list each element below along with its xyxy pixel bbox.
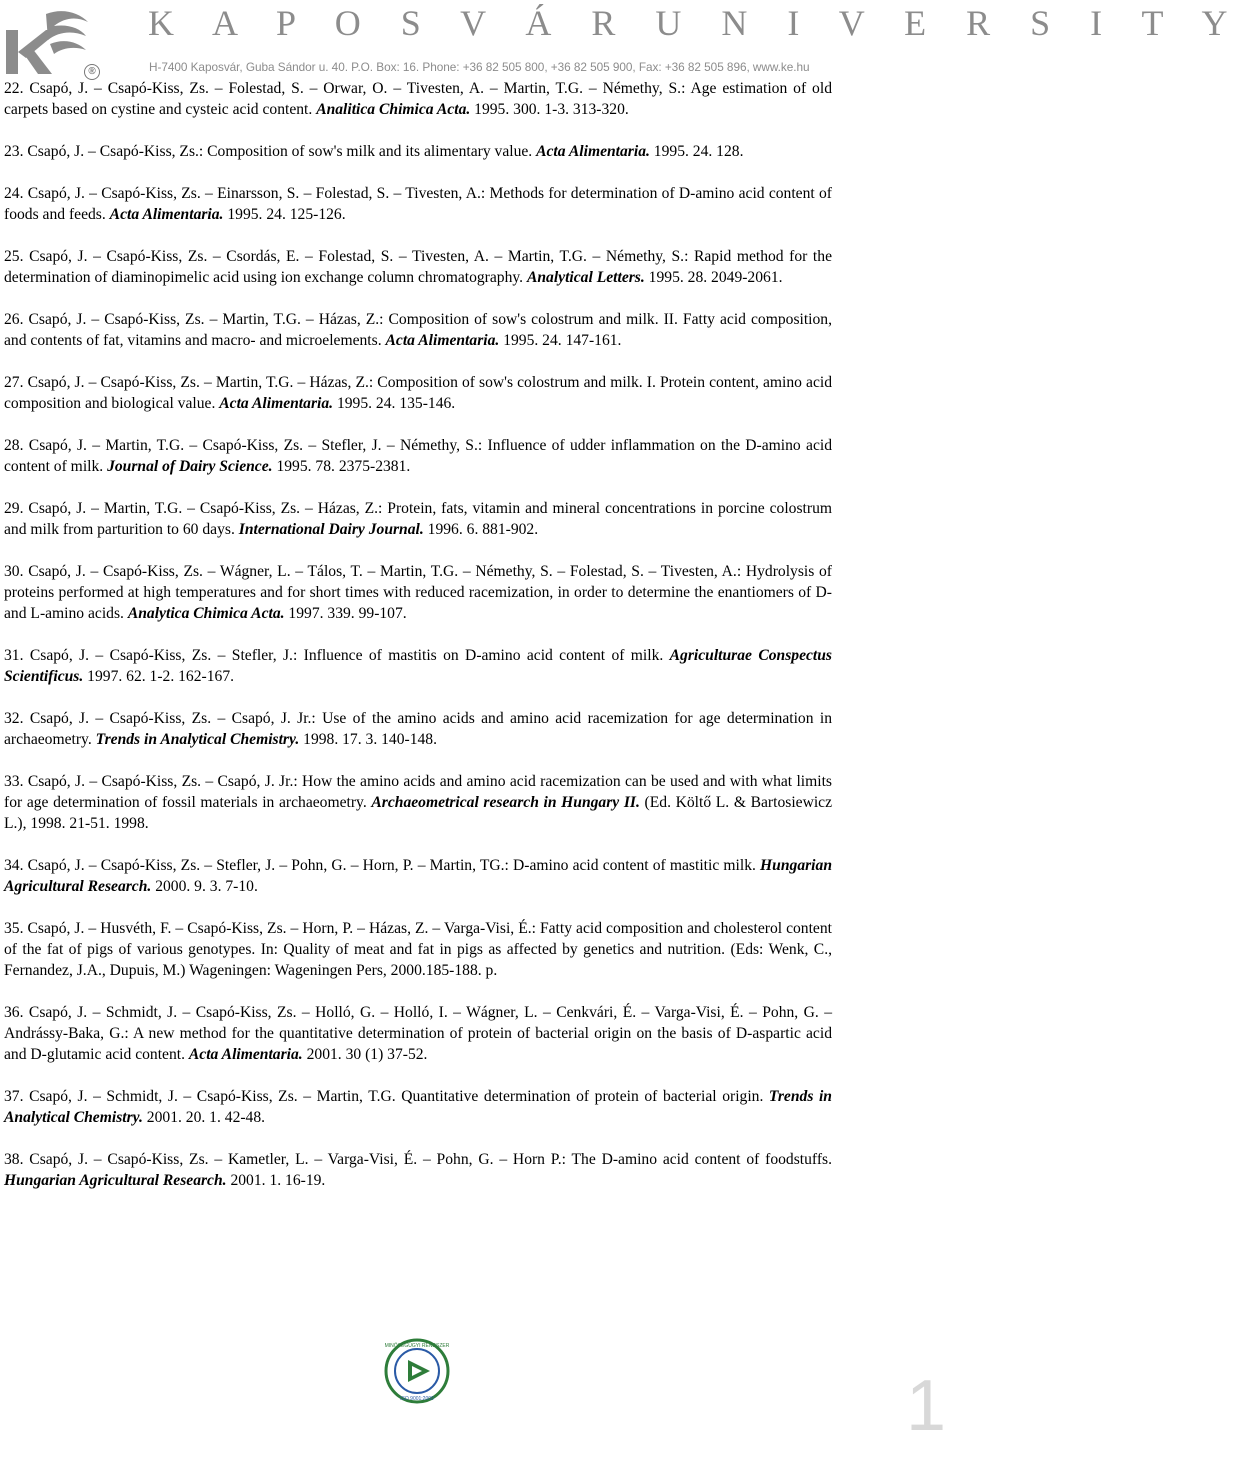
seal-sub: ISO 9001:2000: [400, 1396, 434, 1402]
reference-details: 1996. 6. 881-902.: [423, 521, 539, 538]
reference-journal: International Dairy Journal.: [238, 521, 424, 538]
reference-item: [4, 708, 832, 750]
reference-journal: Acta Alimentaria.: [109, 206, 224, 223]
reference-text: 34. Csapó, J. ‒ Csapó-Kiss, Zs. ‒ Stefler, J. ‒ Pohn, G. ‒ Horn, P. ‒ Martin, TG.: D-amino acid content of mastitic milk.: [4, 857, 761, 874]
reference-item: [4, 309, 832, 351]
reference-details: 1995. 24. 135-146.: [333, 395, 456, 412]
reference-text: 33. Csapó, J. ‒ Csapó-Kiss, Zs. ‒ Csapó, J. Jr.: How the amino acids and amino acid racemization can be used and with what limits for age determination of fossil materials in archaeometry.: [4, 773, 832, 811]
reference-journal: Analytica Chimica Acta.: [127, 605, 285, 622]
reference-journal: Analytical Letters.: [526, 269, 645, 286]
reference-text: 24. Csapó, J. ‒ Csapó-Kiss, Zs. ‒ Einarsson, S. ‒ Folestad, S. ‒ Tivesten, A.: Methods for determination of D-amino acid content of foods and feeds.: [4, 185, 832, 223]
reference-details: 1995. 24. 128.: [649, 143, 744, 160]
reference-journal: Journal of Dairy Science.: [107, 458, 273, 475]
reference-item: [4, 372, 832, 414]
reference-details: 1995. 24. 147-161.: [499, 332, 622, 349]
reference-details: (Ed. Költő L. & Bartosiewicz L.), 1998. 21-51. 1998.: [4, 794, 833, 832]
iso-certification-seal: [384, 1338, 450, 1404]
reference-text: 29. Csapó, J. ‒ Martin, T.G. ‒ Csapó-Kiss, Zs. ‒ Házas, Z.: Protein, fats, vitamin and mineral concentrations in porcine colostrum and milk from parturition to 60 days.: [4, 500, 832, 538]
reference-journal: Archaeometrical research in Hungary II.: [371, 794, 640, 811]
reference-journal: Acta Alimentaria.: [188, 1046, 303, 1063]
reference-journal: Hungarian Agricultural Research.: [4, 1172, 227, 1189]
reference-list: [4, 78, 832, 1212]
reference-item: [4, 78, 832, 120]
reference-text: 30. Csapó, J. ‒ Csapó-Kiss, Zs. ‒ Wágner, L. ‒ Tálos, T. ‒ Martin, T.G. ‒ Némethy, S. ‒ Folestad, S. ‒ Tivesten, A.: Hydrolysis of proteins performed at high temperatures and for short times with reduced racemization, in order to determine the enantiomers of D- and L-amino acids.: [4, 563, 832, 622]
university-name: K A P O S V Á R U N I V E R S I T Y: [148, 3, 1243, 43]
reference-journal: Trends in Analytical Chemistry.: [4, 1088, 832, 1126]
reference-journal: Acta Alimentaria.: [385, 332, 500, 349]
reference-item: [4, 1086, 832, 1128]
letterhead: [0, 0, 1243, 82]
reference-item: [4, 1149, 832, 1191]
reference-item: [4, 645, 832, 687]
reference-details: 2000. 9. 3. 7-10.: [151, 878, 258, 895]
reference-details: 1995. 300. 1-3. 313-320.: [470, 101, 629, 118]
reference-text: 37. Csapó, J. ‒ Schmidt, J. ‒ Csapó-Kiss, Zs. ‒ Martin, T.G. Quantitative determination of protein of bacterial origin.: [4, 1088, 769, 1105]
reference-text: 27. Csapó, J. ‒ Csapó-Kiss, Zs. ‒ Martin, T.G. ‒ Házas, Z.: Composition of sow's colostrum and milk. I. Protein content, amino acid composition and biological value.: [4, 374, 832, 412]
reference-text: 32. Csapó, J. ‒ Csapó-Kiss, Zs. ‒ Csapó, J. Jr.: Use of the amino acids and amino acid racemization for age determination in archaeometry.: [4, 710, 832, 748]
reference-item: [4, 855, 832, 897]
reference-details: 1997. 339. 99-107.: [284, 605, 407, 622]
reference-item: [4, 183, 832, 225]
reference-journal: Acta Alimentaria.: [536, 143, 650, 160]
reference-details: 1995. 78. 2375-2381.: [272, 458, 411, 475]
reference-text: 31. Csapó, J. ‒ Csapó-Kiss, Zs. ‒ Stefler, J.: Influence of mastitis on D-amino acid content of milk.: [4, 647, 670, 664]
reference-item: [4, 141, 832, 162]
reference-details: 1997. 62. 1-2. 162-167.: [83, 668, 235, 685]
reference-item: [4, 498, 832, 540]
reference-item: [4, 918, 832, 981]
reference-journal: Hungarian Agricultural Research.: [4, 857, 832, 895]
page-number: 1: [906, 1366, 947, 1446]
reference-text: 28. Csapó, J. ‒ Martin, T.G. ‒ Csapó-Kiss, Zs. ‒ Stefler, J. ‒ Némethy, S.: Influence of udder inflammation on the D-amino acid content of milk.: [4, 437, 832, 475]
reference-item: [4, 435, 832, 477]
reference-text: 35. Csapó, J. ‒ Husvéth, F. ‒ Csapó-Kiss, Zs. ‒ Horn, P. ‒ Házas, Z. ‒ Varga-Visi, É.: Fatty acid composition and cholesterol content of the fat of pigs of various genotypes. In: Quality of meat and fat in pigs as affected by genetics and nutrition. (Eds: Wenk, C., Fernandez, J.A., Dupuis, M.) Wageningen: Wageningen Pers, 2000.185-188. p.: [4, 920, 832, 979]
reference-item: [4, 771, 832, 834]
reference-details: 1995. 24. 125-126.: [223, 206, 346, 223]
reference-text: 36. Csapó, J. ‒ Schmidt, J. ‒ Csapó-Kiss, Zs. ‒ Holló, G. ‒ Holló, I. ‒ Wágner, L. ‒ Cenkvári, É. ‒ Varga-Visi, É. ‒ Pohn, G. ‒ Andrássy-Baka, G.: A new method for the quantitative determination of protein of bacterial origin on the basis of D-aspartic acid and D-glutamic acid content.: [4, 1004, 832, 1063]
reference-details: 2001. 20. 1. 42-48.: [142, 1109, 266, 1126]
reference-text: 38. Csapó, J. ‒ Csapó-Kiss, Zs. ‒ Kametler, L. ‒ Varga-Visi, É. ‒ Pohn, G. ‒ Horn P.: The D-amino acid content of foodstuffs.: [4, 1151, 832, 1168]
reference-text: 25. Csapó, J. ‒ Csapó-Kiss, Zs. ‒ Csordás, E. ‒ Folestad, S. ‒ Tivesten, A. ‒ Martin, T.G. ‒ Némethy, S.: Rapid method for the determination of diaminopimelic acid using ion exchange column chromatography.: [4, 248, 832, 286]
reference-journal: Acta Alimentaria.: [219, 395, 334, 412]
reference-text: 26. Csapó, J. ‒ Csapó-Kiss, Zs. ‒ Martin, T.G. ‒ Házas, Z.: Composition of sow's colostrum and milk. II. Fatty acid composition, and contents of fat, vitamins and macro- and microelements.: [4, 311, 832, 349]
reference-journal: Agriculturae Conspectus Scientificus.: [4, 647, 832, 685]
reference-text: 22. Csapó, J. ‒ Csapó-Kiss, Zs. ‒ Folestad, S. ‒ Orwar, O. ‒ Tivesten, A. ‒ Martin, T.G. ‒ Némethy, S.: Age estimation of old carpets based on cystine and cysteic acid content.: [4, 80, 832, 118]
reference-details: 2001. 1. 16-19.: [226, 1172, 326, 1189]
university-address: H-7400 Kaposvár, Guba Sándor u. 40. P.O. Box: 16. Phone: +36 82 505 800, +36 82 505 900, Fax: +36 82 505 896, www.ke.hu: [149, 60, 810, 74]
reference-journal: Trends in Analytical Chemistry.: [95, 731, 300, 748]
registered-mark-icon: ®: [84, 64, 100, 80]
reference-item: [4, 1002, 832, 1065]
reference-details: 1998. 17. 3. 140-148.: [299, 731, 437, 748]
reference-text: 23. Csapó, J. ‒ Csapó-Kiss, Zs.: Composition of sow's milk and its alimentary value.: [4, 143, 537, 160]
reference-journal: Analitica Chimica Acta.: [316, 101, 471, 118]
seal-text: MINŐSÉGÜGYI RENDSZER: [384, 1343, 450, 1349]
reference-item: [4, 246, 832, 288]
reference-details: 1995. 28. 2049-2061.: [644, 269, 783, 286]
reference-item: [4, 561, 832, 624]
reference-details: 2001. 30 (1) 37-52.: [302, 1046, 428, 1063]
